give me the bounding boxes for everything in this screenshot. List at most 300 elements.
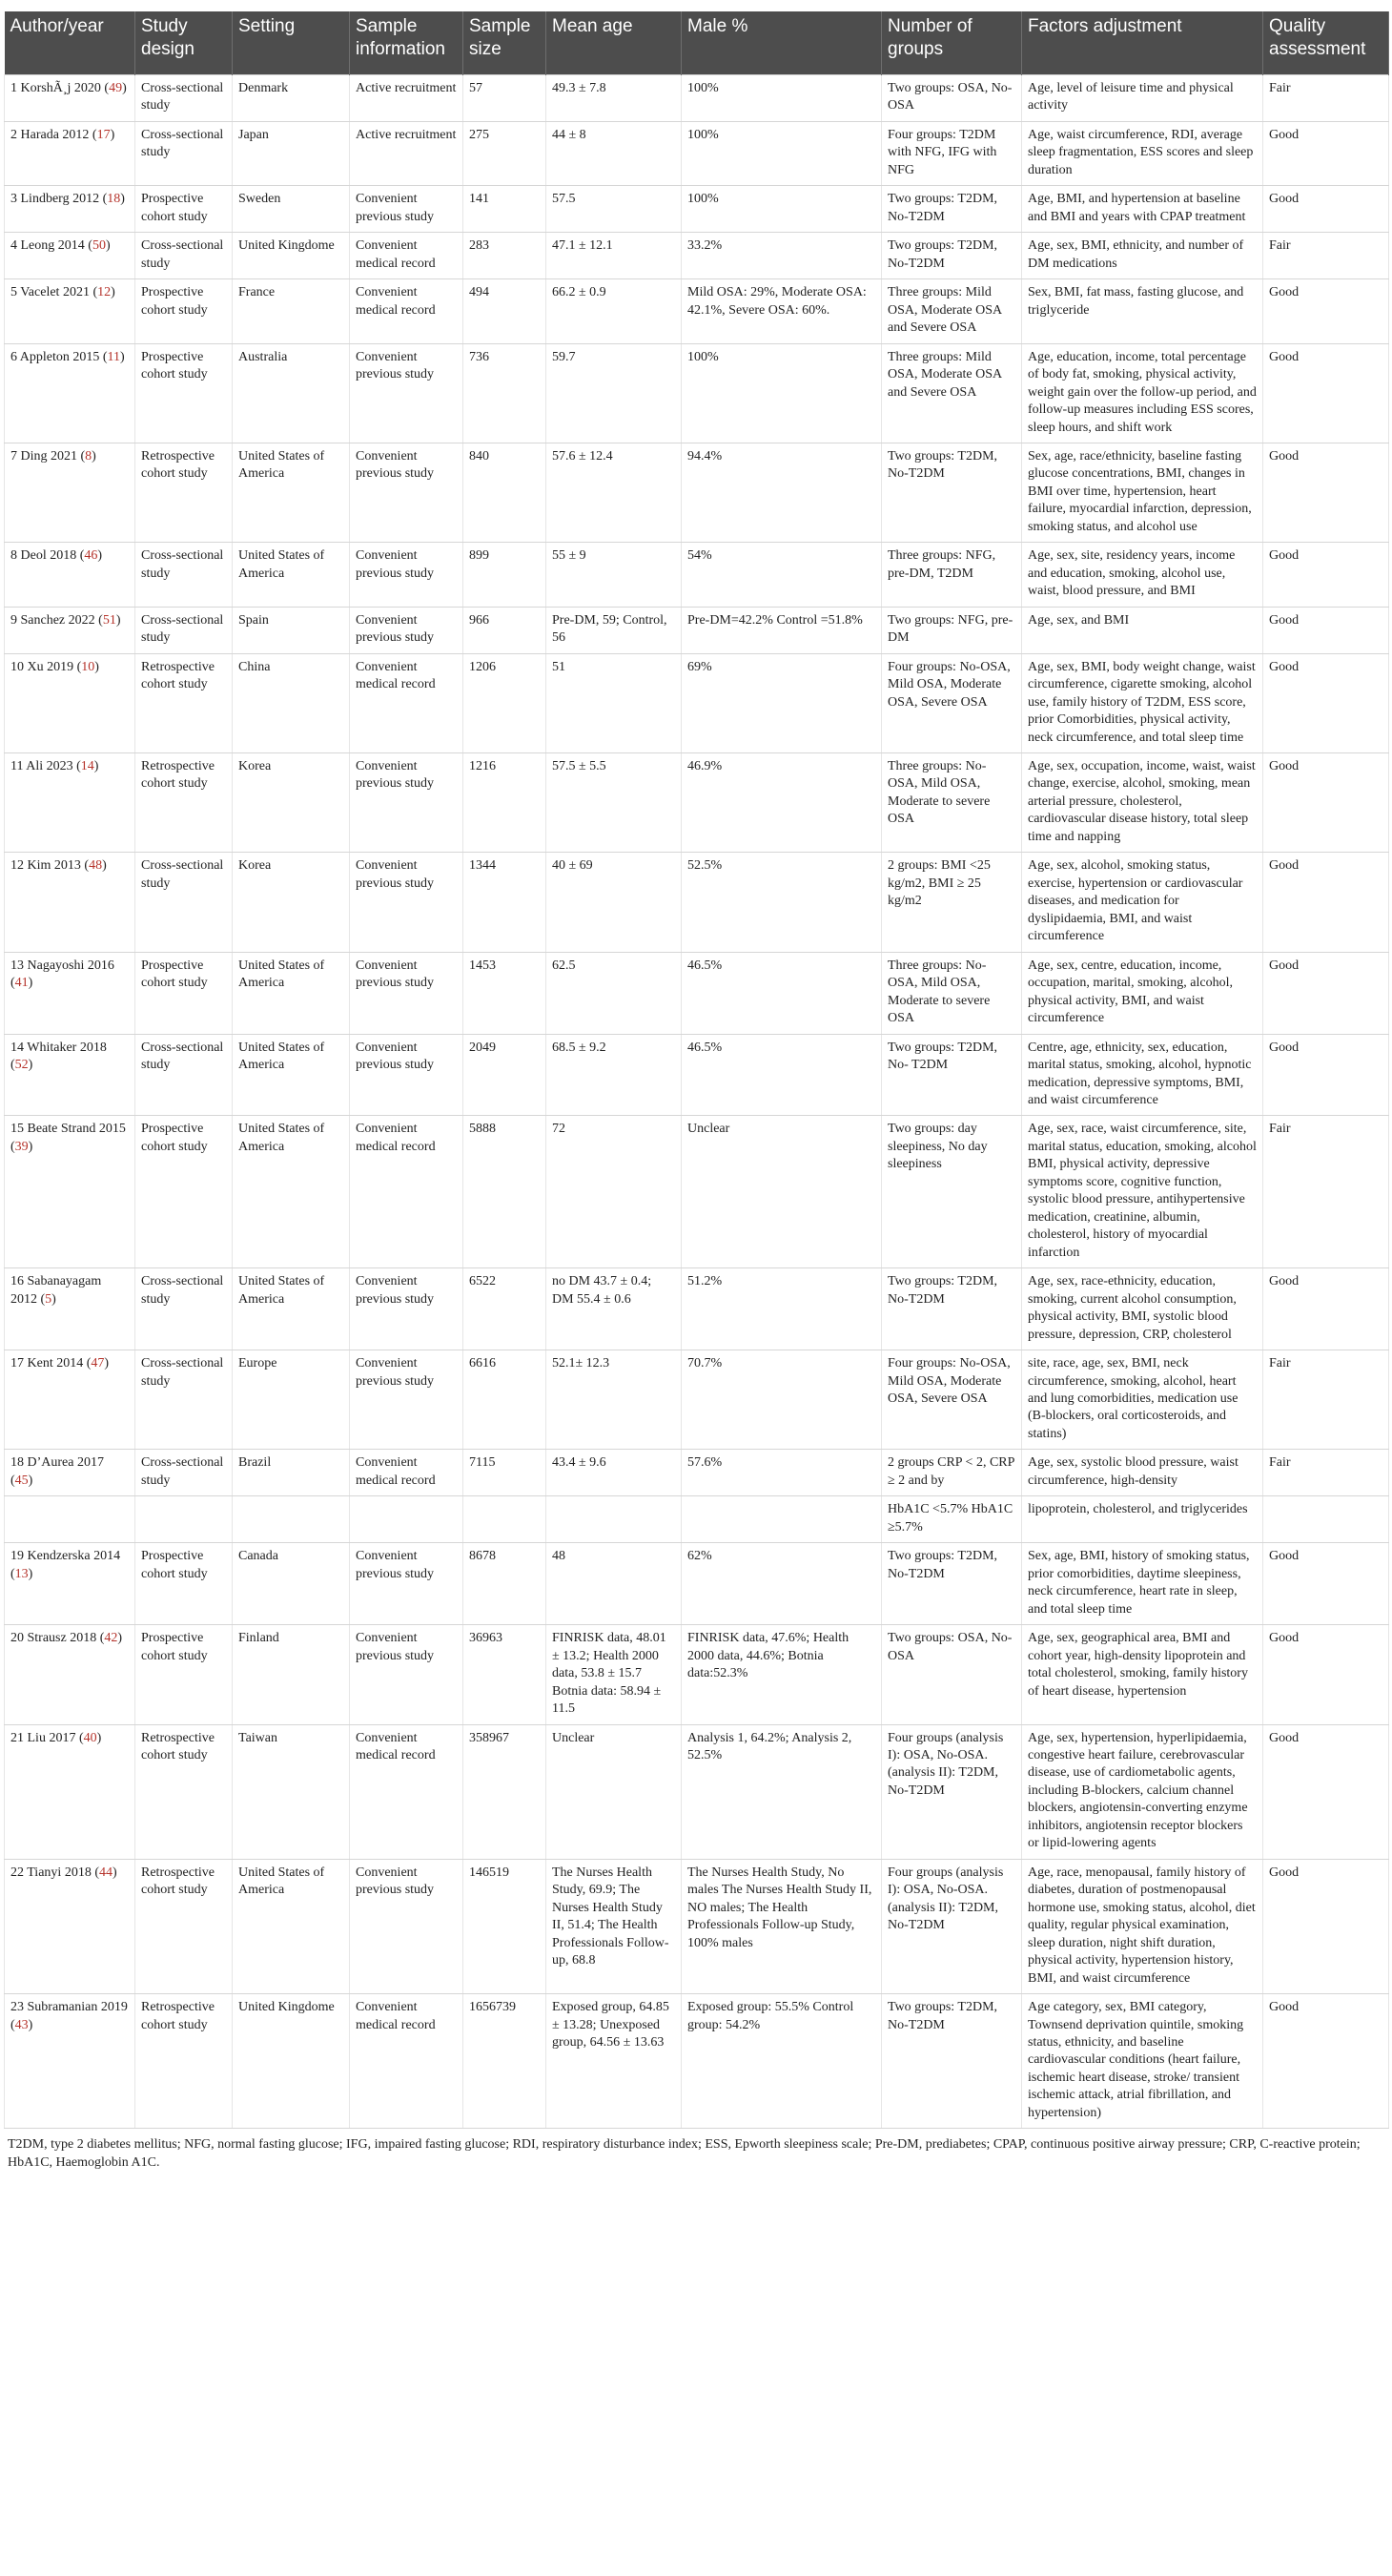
cell-factors-adjustment: Age, sex, occupation, income, waist, waist change, exercise, alcohol, smoking, mean arterial pressure, cholesterol, cardiovascular disease history, total sleep time and napping <box>1022 753 1263 853</box>
study-number: 21 <box>10 1730 24 1745</box>
cell-sample-information: Convenient medical record <box>350 233 463 279</box>
cell-male-percent: 69% <box>682 653 882 752</box>
table-row <box>5 186 1389 233</box>
cell-factors-adjustment: Age, level of leisure time and physical activity <box>1022 75 1263 122</box>
cell-sample-size: 57 <box>463 75 546 122</box>
cell-mean-age: 57.6 ± 12.4 <box>546 443 682 542</box>
study-year: 2012 <box>62 127 90 142</box>
cell-author-year: 21 Liu 2017 (40) <box>5 1724 135 1859</box>
cell-sample-information: Convenient previous study <box>350 1268 463 1350</box>
cell-mean-age: no DM 43.7 ± 0.4; DM 55.4 ± 0.6 <box>546 1268 682 1350</box>
cell-setting: Denmark <box>233 75 350 122</box>
cell-setting: Japan <box>233 121 350 185</box>
cell-number-of-groups: HbA1C <5.7% HbA1C ≥5.7% <box>882 1496 1022 1543</box>
cell-setting: United States of America <box>233 1859 350 1993</box>
cell-number-of-groups: Four groups (analysis I): OSA, No-OSA. (analysis II): T2DM, No-T2DM <box>882 1724 1022 1859</box>
cell-author-year: 17 Kent 2014 (47) <box>5 1350 135 1450</box>
cell-quality-assessment: Good <box>1263 1268 1389 1350</box>
cell-study-design: Prospective cohort study <box>135 1116 233 1268</box>
study-year: 2014 <box>56 1356 84 1371</box>
study-number: 19 <box>10 1549 24 1564</box>
cell-mean-age: 43.4 ± 9.6 <box>546 1450 682 1496</box>
cell-mean-age <box>546 1496 682 1543</box>
study-author: Subramanian <box>27 2000 98 2015</box>
cell-quality-assessment: Fair <box>1263 233 1389 279</box>
header-mean-age: Mean age <box>546 11 682 75</box>
cell-study-design: Cross-sectional study <box>135 853 233 952</box>
cell-factors-adjustment: Age category, sex, BMI category, Townsend deprivation quintile, smoking status, ethnicity, and baseline cardiovascular conditions (heart failure, ischemic heart disease, stroke/ transient ischemic attack, atrial fibrillation, and hypertension) <box>1022 1994 1263 2129</box>
cell-quality-assessment: Good <box>1263 1994 1389 2129</box>
cell-number-of-groups: Two groups: NFG, pre-DM <box>882 607 1022 653</box>
header-factors-adjustment: Factors adjustment <box>1022 11 1263 75</box>
cell-study-design: Cross-sectional study <box>135 75 233 122</box>
table-row <box>5 753 1389 853</box>
cell-factors-adjustment: lipoprotein, cholesterol, and triglycerides <box>1022 1496 1263 1543</box>
study-number: 6 <box>10 349 17 364</box>
study-number: 13 <box>10 958 24 973</box>
cell-male-percent: 62% <box>682 1543 882 1625</box>
cell-number-of-groups: Three groups: No-OSA, Mild OSA, Moderate to severe OSA <box>882 952 1022 1034</box>
study-year: 2015 <box>98 1122 126 1137</box>
study-author: Beate Strand <box>27 1122 96 1137</box>
reference-link[interactable]: 5 <box>45 1291 52 1307</box>
cell-quality-assessment: Fair <box>1263 1116 1389 1268</box>
cell-mean-age: 57.5 ± 5.5 <box>546 753 682 853</box>
cell-male-percent: 70.7% <box>682 1350 882 1450</box>
cell-sample-size: 1656739 <box>463 1994 546 2129</box>
cell-author-year: 7 Ding 2021 (8) <box>5 443 135 542</box>
cell-mean-age: 49.3 ± 7.8 <box>546 75 682 122</box>
cell-study-design: Cross-sectional study <box>135 607 233 653</box>
cell-setting: Sweden <box>233 186 350 233</box>
study-year: 2017 <box>76 1455 104 1471</box>
cell-male-percent: Exposed group: 55.5% Control group: 54.2% <box>682 1994 882 2129</box>
header-setting: Setting <box>233 11 350 75</box>
cell-study-design: Retrospective cohort study <box>135 1724 233 1859</box>
header-sample-size: Sample size <box>463 11 546 75</box>
cell-quality-assessment: Fair <box>1263 1350 1389 1450</box>
study-year: 2021 <box>62 285 90 300</box>
study-number: 16 <box>10 1274 24 1289</box>
cell-author-year: 1 KorshÃ¸j 2020 (49) <box>5 75 135 122</box>
cell-factors-adjustment: Age, sex, systolic blood pressure, waist circumference, high-density <box>1022 1450 1263 1496</box>
table-row <box>5 1496 1389 1543</box>
study-number: 18 <box>10 1455 24 1471</box>
cell-factors-adjustment: Age, waist circumference, RDI, average sleep fragmentation, ESS scores and sleep duration <box>1022 121 1263 185</box>
cell-study-design: Retrospective cohort study <box>135 653 233 752</box>
study-year: 2012 <box>72 192 100 207</box>
cell-sample-information: Convenient medical record <box>350 1724 463 1859</box>
cell-study-design: Cross-sectional study <box>135 233 233 279</box>
study-year: 2021 <box>51 448 77 464</box>
cell-factors-adjustment: Age, education, income, total percentage of body fat, smoking, physical activity, weight gain over the follow-up period, and follow-up measures including ESS scores, sleep hours, and shift work <box>1022 343 1263 443</box>
study-year: 2014 <box>57 238 85 254</box>
reference-link[interactable]: 8 <box>85 448 92 464</box>
cell-quality-assessment: Good <box>1263 952 1389 1034</box>
table-row <box>5 1994 1389 2129</box>
cell-sample-information: Convenient medical record <box>350 1116 463 1268</box>
cell-mean-age: Pre-DM, 59; Control, 56 <box>546 607 682 653</box>
cell-setting: United States of America <box>233 443 350 542</box>
cell-study-design: Prospective cohort study <box>135 952 233 1034</box>
study-number: 14 <box>10 1040 24 1055</box>
cell-sample-size: 1216 <box>463 753 546 853</box>
study-year: 2023 <box>46 759 73 773</box>
study-year: 2018 <box>64 1865 92 1880</box>
cell-sample-size: 966 <box>463 607 546 653</box>
study-year: 2012 <box>10 1291 37 1307</box>
table-row <box>5 1625 1389 1724</box>
reference-link[interactable]: 44 <box>98 1865 113 1880</box>
cell-male-percent: 100% <box>682 75 882 122</box>
reference-link[interactable]: 46 <box>84 548 98 564</box>
table-row <box>5 1116 1389 1268</box>
cell-male-percent: 94.4% <box>682 443 882 542</box>
cell-mean-age: 48 <box>546 1543 682 1625</box>
cell-mean-age: 44 ± 8 <box>546 121 682 185</box>
cell-sample-size: 6522 <box>463 1268 546 1350</box>
cell-number-of-groups: Three groups: No-OSA, Mild OSA, Moderate to severe OSA <box>882 753 1022 853</box>
cell-study-design: Prospective cohort study <box>135 343 233 443</box>
cell-number-of-groups: Four groups: T2DM with NFG, IFG with NFG <box>882 121 1022 185</box>
table-row <box>5 343 1389 443</box>
cell-sample-size: 1206 <box>463 653 546 752</box>
study-number: 20 <box>10 1631 24 1646</box>
study-year: 2018 <box>79 1040 107 1055</box>
study-author: D’Aurea <box>27 1455 74 1471</box>
cell-setting: United States of America <box>233 1268 350 1350</box>
table-row <box>5 952 1389 1034</box>
reference-link[interactable]: 17 <box>96 127 111 142</box>
cell-sample-information: Convenient medical record <box>350 653 463 752</box>
cell-number-of-groups: Four groups: No-OSA, Mild OSA, Moderate OSA, Severe OSA <box>882 1350 1022 1450</box>
study-author: Xu <box>27 659 44 674</box>
cell-sample-size: 1344 <box>463 853 546 952</box>
reference-link[interactable]: 49 <box>109 81 123 95</box>
reference-link[interactable]: 11 <box>107 349 120 364</box>
table-row <box>5 443 1389 542</box>
reference-link[interactable]: 43 <box>14 2017 29 2032</box>
cell-sample-information: Convenient medical record <box>350 1450 463 1496</box>
cell-male-percent: Pre-DM=42.2% Control =51.8% <box>682 607 882 653</box>
study-year: 2013 <box>53 858 81 874</box>
cell-male-percent: Analysis 1, 64.2%; Analysis 2, 52.5% <box>682 1724 882 1859</box>
cell-study-design <box>135 1496 233 1543</box>
cell-author-year: 2 Harada 2012 (17) <box>5 121 135 185</box>
table-row <box>5 1724 1389 1859</box>
cell-sample-size: 358967 <box>463 1724 546 1859</box>
cell-number-of-groups: Two groups: T2DM, No-T2DM <box>882 1543 1022 1625</box>
study-year: 2020 <box>73 81 101 95</box>
cell-male-percent: 100% <box>682 121 882 185</box>
cell-mean-age: 55 ± 9 <box>546 543 682 607</box>
cell-setting: Europe <box>233 1350 350 1450</box>
study-characteristics-table <box>4 11 1389 2129</box>
study-author: Ding <box>20 448 48 464</box>
cell-study-design: Cross-sectional study <box>135 1450 233 1496</box>
cell-sample-size: 5888 <box>463 1116 546 1268</box>
table-row <box>5 543 1389 607</box>
cell-author-year: 8 Deol 2018 (46) <box>5 543 135 607</box>
cell-number-of-groups: Two groups: OSA, No-OSA <box>882 75 1022 122</box>
cell-mean-age: 52.1± 12.3 <box>546 1350 682 1450</box>
cell-number-of-groups: Three groups: Mild OSA, Moderate OSA and Severe OSA <box>882 279 1022 343</box>
cell-factors-adjustment: Sex, age, BMI, history of smoking status, prior comorbidities, daytime sleepiness, neck circumference, heart rate in sleep, and total sleep time <box>1022 1543 1263 1625</box>
cell-quality-assessment: Good <box>1263 853 1389 952</box>
cell-author-year: 16 Sabanayagam 2012 (5) <box>5 1268 135 1350</box>
study-author: Lindberg <box>20 192 70 207</box>
cell-sample-information: Convenient previous study <box>350 853 463 952</box>
cell-mean-age: 51 <box>546 653 682 752</box>
cell-mean-age: 68.5 ± 9.2 <box>546 1034 682 1116</box>
reference-link[interactable]: 52 <box>14 1058 29 1073</box>
study-number: 2 <box>10 127 17 142</box>
cell-factors-adjustment: site, race, age, sex, BMI, neck circumference, smoking, alcohol, heart and lung comorbidities, medication use (B-blockers, oral corticosteroids, and statins) <box>1022 1350 1263 1450</box>
study-year: 2017 <box>49 1730 76 1745</box>
cell-number-of-groups: Four groups (analysis I): OSA, No-OSA. (analysis II): T2DM, No-T2DM <box>882 1859 1022 1993</box>
study-number: 5 <box>10 285 17 300</box>
reference-link[interactable]: 42 <box>104 1631 118 1646</box>
cell-author-year: 20 Strausz 2018 (42) <box>5 1625 135 1724</box>
reference-link[interactable]: 41 <box>14 976 29 991</box>
cell-sample-information: Convenient medical record <box>350 1994 463 2129</box>
study-author: Kendzerska <box>27 1549 91 1564</box>
cell-mean-age: 72 <box>546 1116 682 1268</box>
cell-study-design: Cross-sectional study <box>135 1268 233 1350</box>
study-number: 17 <box>10 1356 24 1371</box>
cell-study-design: Retrospective cohort study <box>135 443 233 542</box>
cell-sample-size: 494 <box>463 279 546 343</box>
study-author: Liu <box>27 1730 46 1745</box>
cell-sample-size: 840 <box>463 443 546 542</box>
cell-male-percent: Unclear <box>682 1116 882 1268</box>
reference-link[interactable]: 10 <box>81 659 95 674</box>
study-number: 8 <box>10 548 17 564</box>
reference-link[interactable]: 50 <box>92 238 106 254</box>
cell-mean-age: Exposed group, 64.85 ± 13.28; Unexposed group, 64.56 ± 13.63 <box>546 1994 682 2129</box>
cell-study-design: Cross-sectional study <box>135 1350 233 1450</box>
cell-sample-information: Convenient previous study <box>350 1350 463 1450</box>
cell-factors-adjustment: Age, sex, BMI, ethnicity, and number of DM medications <box>1022 233 1263 279</box>
cell-sample-size: 1453 <box>463 952 546 1034</box>
cell-sample-size: 36963 <box>463 1625 546 1724</box>
study-author: Ali <box>26 759 44 773</box>
cell-sample-size: 736 <box>463 343 546 443</box>
study-author: Kim <box>27 858 51 874</box>
cell-author-year: 18 D’Aurea 2017 (45) <box>5 1450 135 1496</box>
study-author: Appleton <box>19 349 70 364</box>
table-row <box>5 853 1389 952</box>
study-year: 2018 <box>70 1631 97 1646</box>
study-author: Whitaker <box>27 1040 77 1055</box>
cell-male-percent: 57.6% <box>682 1450 882 1496</box>
cell-male-percent: 54% <box>682 543 882 607</box>
cell-number-of-groups: Two groups: T2DM, No-T2DM <box>882 1268 1022 1350</box>
study-number: 12 <box>10 858 24 874</box>
cell-sample-size: 146519 <box>463 1859 546 1993</box>
cell-author-year: 6 Appleton 2015 (11) <box>5 343 135 443</box>
cell-author-year: 19 Kendzerska 2014 (13) <box>5 1543 135 1625</box>
cell-number-of-groups: 2 groups: BMI <25 kg/m2, BMI ≥ 25 kg/m2 <box>882 853 1022 952</box>
cell-factors-adjustment: Centre, age, ethnicity, sex, education, marital status, smoking, alcohol, hypnotic medication, depressive symptoms, BMI, and waist circumference <box>1022 1034 1263 1116</box>
cell-factors-adjustment: Age, sex, alcohol, smoking status, exercise, hypertension or cardiovascular diseases, and medication for dyslipidaemia, BMI, and waist circumference <box>1022 853 1263 952</box>
cell-sample-size: 283 <box>463 233 546 279</box>
table-row <box>5 1543 1389 1625</box>
cell-quality-assessment: Good <box>1263 753 1389 853</box>
cell-quality-assessment: Good <box>1263 1543 1389 1625</box>
cell-factors-adjustment: Age, race, menopausal, family history of diabetes, duration of postmenopausal hormone use, smoking status, alcohol, diet quality, regular physical examination, sleep duration, night shift duration, physical activity, hypertension history, BMI, and waist circumference <box>1022 1859 1263 1993</box>
cell-author-year: 10 Xu 2019 (10) <box>5 653 135 752</box>
study-number: 11 <box>10 759 24 773</box>
cell-study-design: Prospective cohort study <box>135 186 233 233</box>
cell-sample-information <box>350 1496 463 1543</box>
cell-study-design: Retrospective cohort study <box>135 1994 233 2129</box>
study-year: 2019 <box>47 659 74 674</box>
cell-quality-assessment: Good <box>1263 343 1389 443</box>
cell-quality-assessment: Good <box>1263 607 1389 653</box>
cell-setting: United Kingdome <box>233 1994 350 2129</box>
cell-setting: United Kingdome <box>233 233 350 279</box>
cell-sample-information: Convenient previous study <box>350 1625 463 1724</box>
cell-study-design: Prospective cohort study <box>135 279 233 343</box>
cell-setting: United States of America <box>233 543 350 607</box>
cell-author-year: 3 Lindberg 2012 (18) <box>5 186 135 233</box>
cell-author-year <box>5 1496 135 1543</box>
cell-factors-adjustment: Age, sex, site, residency years, income and education, smoking, alcohol use, waist, blood pressure, and BMI <box>1022 543 1263 607</box>
table-row <box>5 279 1389 343</box>
cell-sample-information: Convenient previous study <box>350 952 463 1034</box>
header-sample-information: Sample information <box>350 11 463 75</box>
cell-sample-size: 7115 <box>463 1450 546 1496</box>
cell-sample-size: 6616 <box>463 1350 546 1450</box>
cell-factors-adjustment: Age, sex, hypertension, hyperlipidaemia, congestive heart failure, cerebrovascular disease, use of cardiometabolic agents, including B-blockers, calcium channel blockers, angiotensin-converting enzyme inhibitors, angiotensin receptor blockers or lipid-lowering agents <box>1022 1724 1263 1859</box>
cell-factors-adjustment: Age, BMI, and hypertension at baseline and BMI and years with CPAP treatment <box>1022 186 1263 233</box>
cell-author-year: 14 Whitaker 2018 (52) <box>5 1034 135 1116</box>
cell-mean-age: FINRISK data, 48.01 ± 13.2; Health 2000 data, 53.8 ± 15.7 Botnia data: 58.94 ± 11.5 <box>546 1625 682 1724</box>
cell-sample-information: Convenient previous study <box>350 753 463 853</box>
study-author: Strausz <box>27 1631 67 1646</box>
header-male-percent: Male % <box>682 11 882 75</box>
cell-author-year: 9 Sanchez 2022 (51) <box>5 607 135 653</box>
table-body <box>5 75 1389 2129</box>
cell-mean-age: 40 ± 69 <box>546 853 682 952</box>
cell-male-percent: 100% <box>682 343 882 443</box>
cell-quality-assessment: Fair <box>1263 75 1389 122</box>
cell-study-design: Cross-sectional study <box>135 121 233 185</box>
study-author: KorshÃ¸j <box>20 81 72 95</box>
cell-number-of-groups: Four groups: No-OSA, Mild OSA, Moderate OSA, Severe OSA <box>882 653 1022 752</box>
cell-quality-assessment: Good <box>1263 186 1389 233</box>
cell-sample-size <box>463 1496 546 1543</box>
cell-study-design: Cross-sectional study <box>135 543 233 607</box>
study-number: 15 <box>10 1122 24 1137</box>
cell-number-of-groups: Three groups: Mild OSA, Moderate OSA and Severe OSA <box>882 343 1022 443</box>
study-year: 2014 <box>93 1549 121 1564</box>
cell-mean-age: 47.1 ± 12.1 <box>546 233 682 279</box>
cell-mean-age: 66.2 ± 0.9 <box>546 279 682 343</box>
cell-male-percent: 46.5% <box>682 952 882 1034</box>
cell-factors-adjustment: Sex, age, race/ethnicity, baseline fasting glucose concentrations, BMI, changes in BMI over time, hypertension, heart failure, myocardial infarction, depression, smoking status, and alcohol use <box>1022 443 1263 542</box>
table-row <box>5 75 1389 122</box>
cell-male-percent: Mild OSA: 29%, Moderate OSA: 42.1%, Severe OSA: 60%. <box>682 279 882 343</box>
cell-quality-assessment: Fair <box>1263 1450 1389 1496</box>
reference-link[interactable]: 48 <box>89 858 103 874</box>
cell-number-of-groups: Two groups: T2DM, No-T2DM <box>882 186 1022 233</box>
header-author-year: Author/year <box>5 11 135 75</box>
cell-sample-size: 2049 <box>463 1034 546 1116</box>
cell-sample-information: Convenient previous study <box>350 607 463 653</box>
cell-male-percent <box>682 1496 882 1543</box>
reference-link[interactable]: 13 <box>14 1566 29 1581</box>
study-year: 2015 <box>72 349 100 364</box>
cell-author-year: 12 Kim 2013 (48) <box>5 853 135 952</box>
cell-study-design: Retrospective cohort study <box>135 753 233 853</box>
cell-sample-size: 275 <box>463 121 546 185</box>
study-year: 2016 <box>87 958 114 973</box>
cell-sample-information: Convenient previous study <box>350 1543 463 1625</box>
study-author: Vacelet <box>20 285 60 300</box>
cell-author-year: 13 Nagayoshi 2016 (41) <box>5 952 135 1034</box>
cell-setting: Korea <box>233 753 350 853</box>
table-row <box>5 607 1389 653</box>
cell-sample-size: 141 <box>463 186 546 233</box>
reference-link[interactable]: 12 <box>97 285 112 300</box>
cell-male-percent: 100% <box>682 186 882 233</box>
cell-quality-assessment <box>1263 1496 1389 1543</box>
reference-link[interactable]: 14 <box>80 759 94 773</box>
cell-mean-age: 59.7 <box>546 343 682 443</box>
reference-link[interactable]: 51 <box>102 612 116 628</box>
cell-male-percent: 46.9% <box>682 753 882 853</box>
cell-male-percent: FINRISK data, 47.6%; Health 2000 data, 44.6%; Botnia data:52.3% <box>682 1625 882 1724</box>
reference-link[interactable]: 47 <box>91 1356 105 1371</box>
cell-setting: Spain <box>233 607 350 653</box>
reference-link[interactable]: 45 <box>14 1473 29 1488</box>
cell-author-year: 22 Tianyi 2018 (44) <box>5 1859 135 1993</box>
study-year: 2018 <box>50 548 77 564</box>
cell-number-of-groups: Two groups: T2DM, No-T2DM <box>882 233 1022 279</box>
cell-mean-age: Unclear <box>546 1724 682 1859</box>
header-study-design: Study design <box>135 11 233 75</box>
table-row <box>5 1268 1389 1350</box>
table-row <box>5 1859 1389 1993</box>
cell-sample-information: Active recruitment <box>350 75 463 122</box>
table-row <box>5 121 1389 185</box>
study-author: Nagayoshi <box>27 958 85 973</box>
cell-setting: United States of America <box>233 1034 350 1116</box>
cell-study-design: Prospective cohort study <box>135 1625 233 1724</box>
reference-link[interactable]: 40 <box>83 1730 97 1745</box>
reference-link[interactable]: 18 <box>107 192 121 207</box>
cell-number-of-groups: Two groups: T2DM, No- T2DM <box>882 1034 1022 1116</box>
cell-male-percent: The Nurses Health Study, No males The Nurses Health Study II, NO males; The Health Professionals Follow-up Study, 100% males <box>682 1859 882 1993</box>
cell-sample-information: Convenient previous study <box>350 186 463 233</box>
table-header-row <box>5 11 1389 75</box>
cell-number-of-groups: Three groups: NFG, pre-DM, T2DM <box>882 543 1022 607</box>
cell-author-year: 4 Leong 2014 (50) <box>5 233 135 279</box>
cell-setting: Finland <box>233 1625 350 1724</box>
cell-quality-assessment: Good <box>1263 1724 1389 1859</box>
cell-sample-information: Convenient medical record <box>350 279 463 343</box>
cell-factors-adjustment: Age, sex, race, waist circumference, site, marital status, education, smoking, alcohol BMI, physical activity, depressive symptoms score, cognitive function, systolic blood pressure, antihypertensive medication, creatinine, albumin, cholesterol, history of myocardial infarction <box>1022 1116 1263 1268</box>
cell-male-percent: 52.5% <box>682 853 882 952</box>
cell-quality-assessment: Good <box>1263 1625 1389 1724</box>
study-author: Sanchez <box>20 612 66 628</box>
cell-quality-assessment: Good <box>1263 543 1389 607</box>
reference-link[interactable]: 39 <box>14 1139 29 1154</box>
cell-factors-adjustment: Sex, BMI, fat mass, fasting glucose, and triglyceride <box>1022 279 1263 343</box>
cell-factors-adjustment: Age, sex, BMI, body weight change, waist circumference, cigarette smoking, alcohol use, family history of T2DM, ESS score, prior Comorbidities, physical activity, neck circumference, and total sleep time <box>1022 653 1263 752</box>
